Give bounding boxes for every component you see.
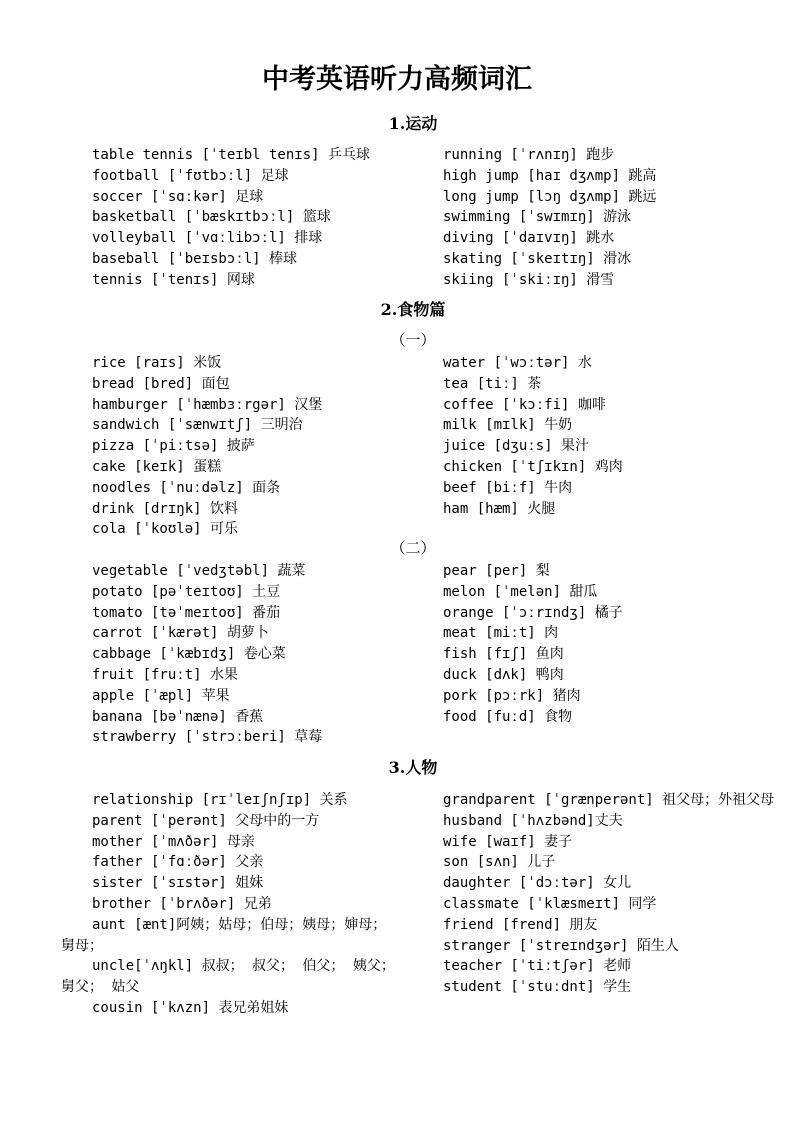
vocab-entry: cake [keɪk] 蛋糕 bbox=[92, 458, 222, 475]
vocab-entry-line: uncle[ˈʌŋkl] 叔叔； 叔父； 伯父； 姨父； bbox=[92, 958, 395, 975]
vocab-entry: fish [fɪʃ] 鱼肉 bbox=[443, 646, 564, 663]
vocab-entry-continuation: 舅父； 姑父 bbox=[61, 979, 140, 996]
vocab-entry: sandwich [ˈsænwɪtʃ] 三明治 bbox=[92, 417, 303, 434]
vocab-entry: drink [drɪŋk] 饮料 bbox=[92, 500, 239, 517]
vocab-entry-uncle bbox=[61, 956, 422, 998]
vocab-entry: apple [ˈæpl] 苹果 bbox=[92, 687, 230, 704]
vocab-entry: relationship [rɪˈleɪʃnʃɪp] 关系 bbox=[92, 792, 348, 808]
vocab-entry: football [ˈfʊtbɔːl] 足球 bbox=[92, 167, 289, 184]
vocab-entry: son [sʌn] 儿子 bbox=[443, 854, 556, 871]
vocab-entry-aunt bbox=[61, 915, 422, 957]
vocab-entry: husband [ˈhʌzbənd]丈夫 bbox=[443, 812, 623, 829]
vocab-entry: brother [ˈbrʌðər] 兄弟 bbox=[92, 895, 272, 912]
vocab-entry: cola [ˈkoʊlə] 可乐 bbox=[92, 521, 239, 538]
vocab-entry: long jump [lɔŋ dʒʌmp] 跳远 bbox=[443, 188, 657, 205]
food1-list-left bbox=[92, 353, 422, 540]
vocab-entry: pizza [ˈpiːtsə] 披萨 bbox=[92, 438, 255, 455]
vocab-entry: tea [tiː] 茶 bbox=[443, 375, 542, 392]
vocab-entry: hamburger [ˈhæmbɜːrgər] 汉堡 bbox=[92, 396, 323, 413]
vocab-entry: juice [dʒuːs] 果汁 bbox=[443, 438, 590, 455]
vocab-entry: skating [ˈskeɪtɪŋ] 滑冰 bbox=[443, 250, 632, 267]
vocab-entry: friend [frend] 朋友 bbox=[443, 916, 598, 933]
vocab-entry: mother [ˈmʌðər] 母亲 bbox=[92, 833, 255, 850]
vocab-entry: duck [dʌk] 鸭肉 bbox=[443, 666, 564, 683]
vocab-entry: noodles [ˈnuːdəlz] 面条 bbox=[92, 479, 281, 496]
vocab-entry: potato [pəˈteɪtoʊ] 土豆 bbox=[92, 583, 281, 600]
vocab-entry: tennis [ˈtenɪs] 网球 bbox=[92, 271, 255, 288]
section-heading-people: 3.人物 bbox=[388, 758, 438, 777]
people-list-left bbox=[61, 790, 422, 1019]
page-title: 中考英语听力高频词汇 bbox=[262, 64, 532, 95]
vocab-entry: food [fuːd] 食物 bbox=[443, 708, 573, 725]
sports-list-right bbox=[443, 145, 743, 291]
subsection-heading-food-1: （一） bbox=[390, 331, 436, 349]
vocab-entry: classmate [ˈklæsmeɪt] 同学 bbox=[443, 895, 657, 912]
food1-list-right bbox=[443, 353, 743, 519]
vocab-entry: banana [bəˈnænə] 香蕉 bbox=[92, 708, 264, 725]
vocab-entry: table tennis [ˈteɪbl tenɪs] 乒乓球 bbox=[92, 147, 371, 163]
vocab-entry: parent [ˈperənt] 父母中的一方 bbox=[92, 812, 320, 829]
vocab-entry: running [ˈrʌnɪŋ] 跑步 bbox=[443, 147, 615, 163]
vocab-entry: volleyball [ˈvɑːlibɔːl] 排球 bbox=[92, 230, 323, 247]
vocab-entry: meat [miːt] 肉 bbox=[443, 625, 559, 642]
vocab-entry: water [ˈwɔːtər] 水 bbox=[443, 355, 592, 371]
vocab-entry: stranger [ˈstreɪndʒər] 陌生人 bbox=[443, 937, 679, 954]
vocab-entry: rice [raɪs] 米饭 bbox=[92, 355, 222, 371]
vocab-entry: orange [ˈɔːrɪndʒ] 橘子 bbox=[443, 604, 623, 621]
vocab-entry: fruit [fruːt] 水果 bbox=[92, 666, 239, 683]
vocab-entry: coffee [ˈkɔːfi] 咖啡 bbox=[443, 396, 606, 413]
vocab-entry: high jump [haɪ dʒʌmp] 跳高 bbox=[443, 167, 657, 184]
vocab-entry: pear [per] 梨 bbox=[443, 563, 550, 579]
section-heading-sports: 1.运动 bbox=[388, 114, 438, 133]
vocab-entry-line: aunt [ænt]阿姨；姑母；伯母；姨母；婶母； bbox=[92, 916, 387, 933]
vocab-entry: swimming [ˈswɪmɪŋ] 游泳 bbox=[443, 209, 632, 226]
vocab-entry: cousin [ˈkʌzn] 表兄弟姐妹 bbox=[92, 999, 289, 1016]
vocab-entry: vegetable [ˈvedʒtəbl] 蔬菜 bbox=[92, 563, 306, 579]
vocab-entry: skiing [ˈskiːɪŋ] 滑雪 bbox=[443, 271, 615, 288]
vocab-entry: cabbage [ˈkæbɪdʒ] 卷心菜 bbox=[92, 646, 286, 663]
vocab-entry: strawberry [ˈstrɔːberi] 草莓 bbox=[92, 729, 323, 746]
vocab-entry: diving [ˈdaɪvɪŋ] 跳水 bbox=[443, 230, 615, 247]
vocab-entry: chicken [ˈtʃɪkɪn] 鸡肉 bbox=[443, 458, 623, 475]
vocab-entry: beef [biːf] 牛肉 bbox=[443, 479, 573, 496]
vocab-entry: tomato [təˈmeɪtoʊ] 番茄 bbox=[92, 604, 281, 621]
vocab-entry: grandparent [ˈgrænperənt] 祖父母；外祖父母 bbox=[443, 792, 775, 808]
vocab-entry: baseball [ˈbeɪsbɔːl] 棒球 bbox=[92, 250, 298, 267]
vocab-entry: soccer [ˈsɑːkər] 足球 bbox=[92, 188, 264, 205]
vocab-entry: student [ˈstuːdnt] 学生 bbox=[443, 979, 632, 996]
vocab-entry: father [ˈfɑːðər] 父亲 bbox=[92, 854, 264, 871]
vocab-entry: melon [ˈmelən] 甜瓜 bbox=[443, 583, 598, 600]
vocab-entry: pork [pɔːrk] 猪肉 bbox=[443, 687, 581, 704]
sports-list-left bbox=[92, 145, 422, 291]
vocab-entry: sister [ˈsɪstər] 姐妹 bbox=[92, 875, 264, 892]
vocab-entry: wife [waɪf] 妻子 bbox=[443, 833, 573, 850]
vocab-entry: daughter [ˈdɔːtər] 女儿 bbox=[443, 875, 632, 892]
section-heading-food: 2.食物篇 bbox=[380, 300, 446, 319]
food2-list-right bbox=[443, 561, 743, 727]
subsection-heading-food-2: （二） bbox=[390, 539, 436, 557]
vocab-entry: ham [hæm] 火腿 bbox=[443, 500, 556, 517]
vocab-entry: bread [bred] 面包 bbox=[92, 375, 230, 392]
vocab-entry: teacher [ˈtiːtʃər] 老师 bbox=[443, 958, 632, 975]
people-list-right bbox=[443, 790, 775, 998]
vocab-entry: carrot [ˈkærət] 胡萝卜 bbox=[92, 625, 269, 642]
vocab-entry-continuation: 舅母； bbox=[61, 937, 103, 954]
vocab-entry: basketball [ˈbæskɪtbɔːl] 篮球 bbox=[92, 209, 331, 226]
vocab-entry: milk [mɪlk] 牛奶 bbox=[443, 417, 573, 434]
food2-list-left bbox=[92, 561, 422, 748]
